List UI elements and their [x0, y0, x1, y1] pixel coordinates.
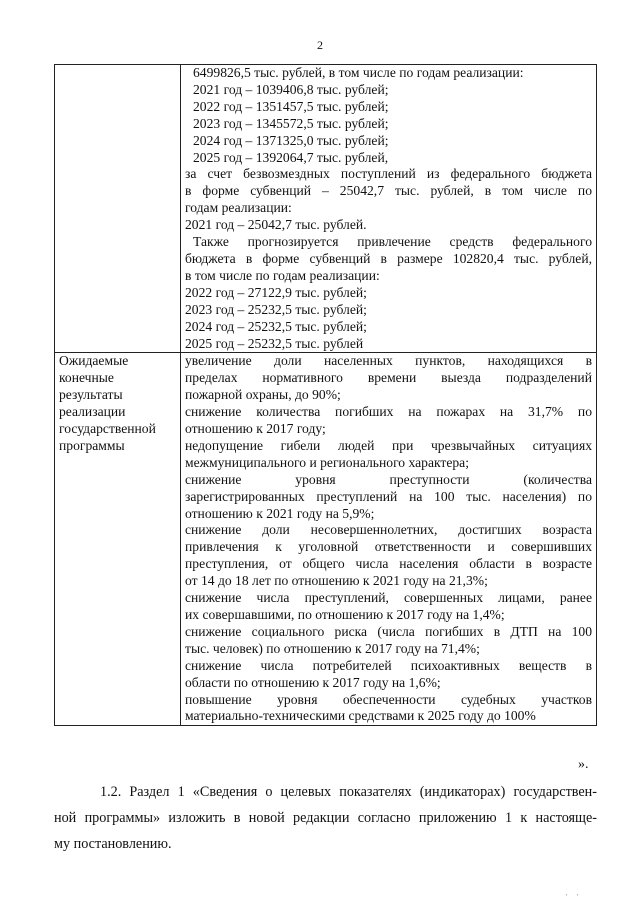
financing-line: 2022 год – 1351457,5 тыс. рублей; — [193, 98, 389, 114]
results-label-line: результаты — [59, 387, 123, 403]
expected-results-value-cell — [181, 353, 597, 726]
result-item-line: межмуниципального и регионального характера; — [185, 454, 469, 470]
result-item — [185, 404, 592, 438]
forecast-line: бюджета в форме субвенций в размере 102820,4 тыс. рублей, — [185, 250, 592, 266]
forecast-line: 2023 год – 25232,5 тыс. рублей; — [185, 301, 367, 317]
closing-quote: ». — [578, 757, 589, 772]
result-item-line: области по отношению к 2017 году на 1,6%; — [185, 674, 441, 690]
result-item-line: снижение доли несовершеннолетних, достигших возраста — [185, 522, 592, 538]
result-item-line: недопущение гибели людей при чрезвычайных ситуациях — [185, 437, 592, 453]
federal-subvention-line: годам реализации: — [185, 200, 292, 216]
paragraph-line: ной программы» изложить в новой редакции согласно приложению 1 к настояще- — [54, 810, 597, 826]
expected-results-list — [185, 353, 592, 725]
result-item — [185, 472, 592, 523]
financing-value-cell — [181, 65, 597, 353]
federal-subvention-line: в форме субвенций – 25042,7 тыс. рублей, в том числе по — [185, 183, 592, 199]
federal-forecast-block — [185, 234, 592, 352]
result-item — [185, 692, 592, 726]
program-passport-table — [54, 64, 597, 726]
result-item-line: отношению к 2021 году на 5,9%; — [185, 505, 375, 521]
result-item — [185, 624, 592, 658]
federal-subvention-line: 2021 год – 25042,7 тыс. рублей. — [185, 217, 367, 233]
result-item-line: пожарной охраны, до 90%; — [185, 387, 341, 403]
forecast-line: Также прогнозируется привлечение средств федерального — [193, 234, 592, 250]
amendment-paragraph — [54, 782, 597, 860]
page-number: 2 — [317, 38, 323, 52]
paragraph-line: 1.2. Раздел 1 «Сведения о целевых показателях (индикаторах) государствен- — [100, 784, 597, 800]
result-item-line: преступления, от общего числа населения области в возрасте — [185, 556, 592, 572]
financing-totals — [185, 65, 592, 166]
result-item-line: снижение числа потребителей психоактивных веществ в — [185, 657, 592, 673]
financing-line: 2021 год – 1039406,8 тыс. рублей; — [193, 81, 389, 97]
result-item-line: пределах нормативного времени выезда подразделений — [185, 370, 592, 386]
forecast-line: в том числе по годам реализации: — [185, 267, 380, 283]
result-item — [185, 590, 592, 624]
result-item-line: материально-техническими средствами к 2025 году до 100% — [185, 708, 536, 724]
result-item — [185, 438, 592, 472]
results-label-line: конечные — [59, 370, 114, 386]
results-label-line: Ожидаемые — [59, 353, 129, 369]
forecast-line: 2022 год – 27122,9 тыс. рублей; — [185, 284, 367, 300]
financing-line: 2023 год – 1345572,5 тыс. рублей; — [193, 115, 389, 131]
result-item — [185, 658, 592, 692]
expected-results-label — [55, 353, 181, 726]
results-label-line: государственной — [59, 421, 156, 437]
result-item — [185, 353, 592, 404]
result-item-line: снижение количества погибших на пожарах на 31,7% по — [185, 404, 592, 420]
results-label-line: реализации — [59, 404, 126, 420]
result-item-line: тыс. человек) по отношению к 2017 году на 71,4%; — [185, 640, 480, 656]
financing-row — [55, 65, 597, 353]
financing-line: 2025 год – 1392064,7 тыс. рублей, — [193, 149, 389, 165]
forecast-line: 2025 год – 25232,5 тыс. рублей — [185, 335, 364, 351]
paragraph-line: му постановлению. — [54, 836, 172, 852]
result-item-line: повышение уровня обеспеченности судебных участков — [185, 691, 592, 707]
result-item-line: увеличение доли населенных пунктов, находящихся в — [185, 353, 592, 369]
financing-line: 6499826,5 тыс. рублей, в том числе по годам реализации: — [193, 65, 524, 80]
result-item-line: от 14 до 18 лет по отношению к 2021 году на 21,3%; — [185, 573, 488, 589]
expected-results-row — [55, 353, 597, 726]
result-item-line: снижение социального риска (числа погибших в ДТП на 100 — [185, 623, 592, 639]
result-item-line: их совершавшими, по отношению к 2017 году на 1,4%; — [185, 607, 505, 622]
federal-subvention-line: за счет безвозмездных поступлений из федерального бюджета — [185, 166, 592, 182]
result-item-line: зарегистрированных преступлений на 100 тыс. населения) по — [185, 488, 592, 504]
result-item — [185, 522, 592, 590]
federal-subvention-block — [185, 166, 592, 234]
results-label-line: программы — [59, 437, 125, 453]
result-item-line: отношению к 2017 году; — [185, 421, 326, 437]
scan-mark: ' ' — [566, 893, 583, 901]
result-item-line: снижение числа преступлений, совершенных лицами, ранее — [185, 590, 592, 606]
result-item-line: привлечения к уголовной ответственности и совершивших — [185, 539, 592, 555]
financing-line: 2024 год – 1371325,0 тыс. рублей; — [193, 132, 389, 148]
financing-label-cell — [55, 65, 181, 353]
forecast-line: 2024 год – 25232,5 тыс. рублей; — [185, 318, 367, 334]
result-item-line: снижение уровня преступности (количества — [185, 471, 592, 487]
